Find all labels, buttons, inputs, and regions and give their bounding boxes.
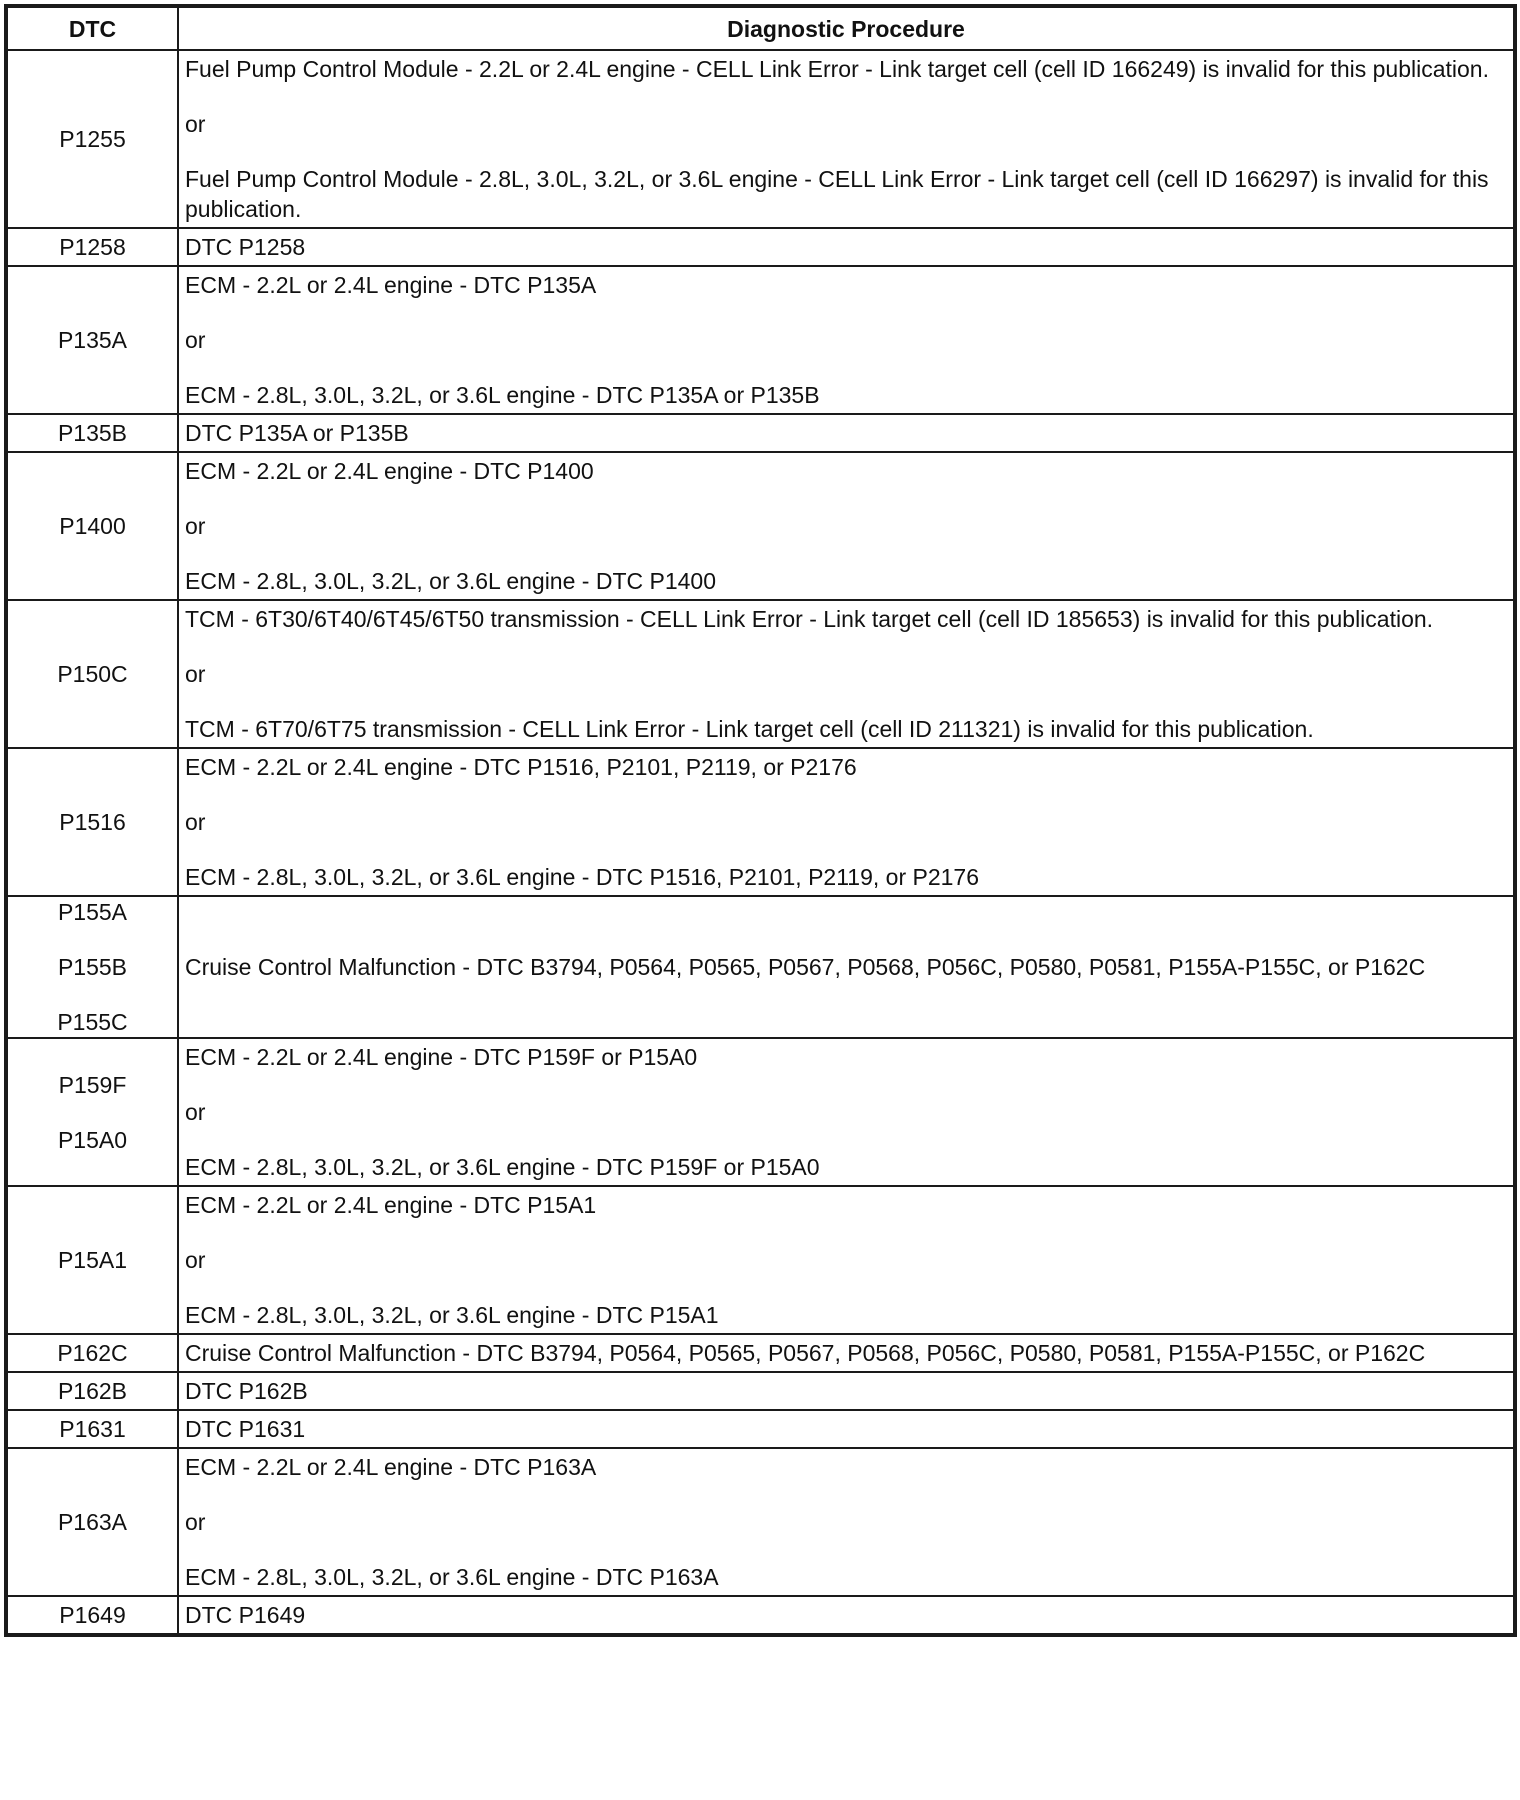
procedure-text: TCM - 6T30/6T40/6T45/6T50 transmission - CELL Link Error - Link target cell (cell ID 185653) is invalid for this publication. — [185, 606, 1434, 632]
table-row — [7, 600, 1514, 748]
dtc-code: P135A — [57, 327, 128, 353]
or-separator: or — [185, 513, 206, 539]
dtc-code-cell — [7, 266, 178, 414]
dtc-code-cell — [7, 1448, 178, 1596]
dtc-code-cell — [7, 1334, 178, 1372]
dtc-code: P1255 — [59, 126, 126, 152]
dtc-code: P135B — [57, 420, 128, 446]
procedure-text: ECM - 2.2L or 2.4L engine - DTC P1400 — [185, 458, 594, 484]
or-separator: or — [185, 661, 206, 687]
dtc-code: P159F — [58, 1071, 127, 1098]
dtc-code-cell — [7, 1596, 178, 1634]
procedure-text: Fuel Pump Control Module - 2.2L or 2.4L engine - CELL Link Error - Link target cell (cell ID 166249) is invalid for this publication. — [185, 56, 1489, 82]
table-row — [7, 748, 1514, 896]
or-separator: or — [185, 1247, 206, 1273]
diagnostic-procedure-cell — [178, 228, 1514, 266]
diagnostic-procedure-cell — [178, 266, 1514, 414]
procedure-text: ECM - 2.2L or 2.4L engine - DTC P15A1 — [185, 1192, 597, 1218]
procedure-text: Cruise Control Malfunction - DTC B3794, P0564, P0565, P0567, P0568, P056C, P0580, P0581, P155A-P155C, or P162C — [185, 954, 1426, 980]
dtc-code-cell — [7, 896, 178, 1038]
diagnostic-procedure-cell — [178, 1410, 1514, 1448]
table-row — [7, 1372, 1514, 1410]
dtc-column-header: DTC — [7, 7, 178, 50]
dtc-code: P162C — [57, 1340, 128, 1366]
dtc-code-cell — [7, 414, 178, 452]
table-row — [7, 414, 1514, 452]
table-row — [7, 1410, 1514, 1448]
diagnostic-procedure-cell — [178, 1448, 1514, 1596]
or-separator: or — [185, 111, 206, 137]
procedure-text: DTC P1258 — [185, 234, 306, 260]
diagnostic-procedure-cell — [178, 452, 1514, 600]
table-row — [7, 50, 1514, 228]
document-page — [6, 6, 1513, 1635]
diagnostic-procedure-cell — [178, 50, 1514, 228]
procedure-text: ECM - 2.2L or 2.4L engine - DTC P163A — [185, 1454, 597, 1480]
table-row — [7, 452, 1514, 600]
procedure-text: DTC P135A or P135B — [185, 420, 409, 446]
table-row — [7, 1038, 1514, 1186]
procedure-text: ECM - 2.2L or 2.4L engine - DTC P159F or P15A0 — [185, 1044, 698, 1070]
dtc-code: P162B — [57, 1378, 128, 1404]
dtc-code-cell — [7, 748, 178, 896]
dtc-code-cell — [7, 600, 178, 748]
dtc-code-cell — [7, 1372, 178, 1410]
procedure-text: ECM - 2.8L, 3.0L, 3.2L, or 3.6L engine - DTC P163A — [185, 1564, 719, 1590]
procedure-text: DTC P1631 — [185, 1416, 306, 1442]
dtc-code: P1400 — [59, 513, 126, 539]
dtc-code: P15A0 — [57, 1126, 128, 1153]
procedure-text: DTC P162B — [185, 1378, 308, 1404]
procedure-text: ECM - 2.8L, 3.0L, 3.2L, or 3.6L engine - DTC P15A1 — [185, 1302, 719, 1328]
diagnostic-procedure-cell — [178, 748, 1514, 896]
procedure-text: Cruise Control Malfunction - DTC B3794, P0564, P0565, P0567, P0568, P056C, P0580, P0581, P155A-P155C, or P162C — [185, 1340, 1426, 1366]
procedure-text: DTC P1649 — [185, 1602, 306, 1628]
table-body — [7, 50, 1514, 1634]
table-header-row — [7, 7, 1514, 50]
dtc-code-cell — [7, 1410, 178, 1448]
dtc-code-cell — [7, 452, 178, 600]
table-row — [7, 896, 1514, 1038]
procedure-text: ECM - 2.2L or 2.4L engine - DTC P1516, P2101, P2119, or P2176 — [185, 754, 857, 780]
table-row — [7, 266, 1514, 414]
dtc-code: P163A — [57, 1509, 128, 1535]
dtc-code: P1649 — [59, 1602, 126, 1628]
dtc-code: P1258 — [59, 234, 126, 260]
procedure-text: Fuel Pump Control Module - 2.8L, 3.0L, 3.2L, or 3.6L engine - CELL Link Error - Link target cell (cell ID 166297) is invalid for this publication. — [185, 166, 1489, 222]
diagnostic-procedure-cell — [178, 1596, 1514, 1634]
procedure-text: ECM - 2.2L or 2.4L engine - DTC P135A — [185, 272, 597, 298]
procedure-text: ECM - 2.8L, 3.0L, 3.2L, or 3.6L engine - DTC P135A or P135B — [185, 382, 820, 408]
diagnostic-procedure-cell — [178, 1372, 1514, 1410]
dtc-code: P1516 — [59, 809, 126, 835]
dtc-code: P155A — [57, 899, 128, 925]
dtc-code: P15A1 — [57, 1247, 128, 1273]
table-row — [7, 1334, 1514, 1372]
diagnostic-procedure-cell — [178, 1186, 1514, 1334]
diagnostic-procedure-cell — [178, 1334, 1514, 1372]
procedure-text: ECM - 2.8L, 3.0L, 3.2L, or 3.6L engine - DTC P1400 — [185, 568, 716, 594]
diagnostic-procedure-cell — [178, 896, 1514, 1038]
dtc-code: P150C — [57, 661, 128, 687]
dtc-code-cell — [7, 50, 178, 228]
diagnostic-procedure-cell — [178, 414, 1514, 452]
table-row — [7, 1186, 1514, 1334]
table-row — [7, 1596, 1514, 1634]
procedure-column-header: Diagnostic Procedure — [178, 7, 1514, 50]
diagnostic-procedure-cell — [178, 1038, 1514, 1186]
procedure-text: ECM - 2.8L, 3.0L, 3.2L, or 3.6L engine - DTC P159F or P15A0 — [185, 1154, 820, 1180]
or-separator: or — [185, 1509, 206, 1535]
dtc-code-cell — [7, 228, 178, 266]
table-row — [7, 1448, 1514, 1596]
dtc-code: P1631 — [59, 1416, 126, 1442]
or-separator: or — [185, 1099, 206, 1125]
dtc-procedure-table — [6, 6, 1515, 1635]
dtc-code: P155B — [57, 954, 128, 980]
or-separator: or — [185, 327, 206, 353]
dtc-code: P155C — [57, 1009, 128, 1035]
dtc-code-cell — [7, 1186, 178, 1334]
dtc-code-cell — [7, 1038, 178, 1186]
procedure-text: TCM - 6T70/6T75 transmission - CELL Link Error - Link target cell (cell ID 211321) is invalid for this publication. — [185, 716, 1314, 742]
procedure-text: ECM - 2.8L, 3.0L, 3.2L, or 3.6L engine - DTC P1516, P2101, P2119, or P2176 — [185, 864, 979, 890]
table-row — [7, 228, 1514, 266]
or-separator: or — [185, 809, 206, 835]
diagnostic-procedure-cell — [178, 600, 1514, 748]
